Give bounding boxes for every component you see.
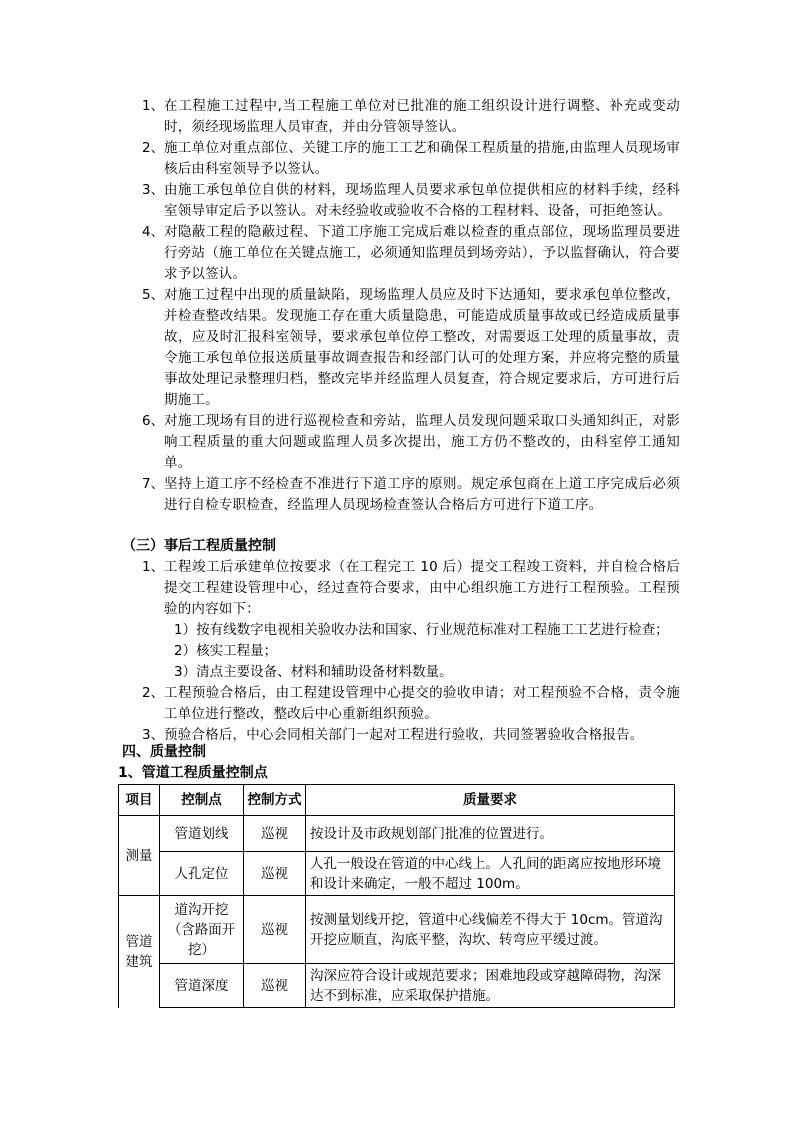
table-row [119, 852, 675, 896]
sub-item: 2）核实工程量； [174, 643, 278, 659]
cell-control-point: 管道划线 [160, 816, 244, 852]
list-item [0, 411, 794, 474]
table-row [119, 896, 675, 964]
list-item [0, 96, 794, 138]
item-number: 7、 [142, 476, 165, 492]
cell-quality-requirement: 人孔一般设在管道的中心线上。人孔间的距离应按地形环境和设计来确定，一般不超过 100m。 [306, 852, 675, 896]
table-header-row [119, 785, 675, 816]
item-text: 施工单位对重点部位、关键工序的施工工艺和确保工程质量的措施,由监理人员现场审核后由科室领导予以签认。 [164, 140, 680, 177]
item-number: 1、 [142, 98, 165, 114]
list-item [0, 222, 794, 285]
item-number: 2、 [142, 685, 165, 701]
cell-quality-requirement: 沟深应符合设计或规范要求；困难地段或穿越障碍物，沟深达不到标准，应采取保护措施。 [306, 964, 675, 1008]
item-text: 工程竣工后承建单位按要求（在工程完工 10 后）提交工程竣工资料，并自检合格后提交工程建设管理中心，经过查符合要求，由中心组织施工方进行工程预验。工程预验的内容如下： [164, 559, 680, 617]
post-control-list [0, 557, 794, 746]
item-number: 4、 [142, 224, 165, 240]
cell-control-point: 管道深度 [160, 964, 244, 1008]
item-text: 对施工过程中出现的质量缺陷，现场监理人员应及时下达通知，要求承包单位整改，并检查整改结果。发现施工存在重大质量隐患，可能造成质量事故或已经造成质量事故，应及时汇报科室领导，要求承包单位停工整改，对需要返工处理的质量事故，责令施工承包单位报送质量事故调查报告和经部门认可的处理方案，并应将完整的质量事故处理记录整理归档，整改完毕并经监理人员复查，符合规定要求后，方可进行后期施工。 [164, 287, 680, 408]
subsection-heading-pipeline: 1、管道工程质量控制点 [118, 765, 268, 781]
item-text: 工程预验合格后，由工程建设管理中心提交的验收申请；对工程预验不合格，责令施工单位进行整改，整改后中心重新组织预验。 [164, 685, 680, 722]
item-text: 由施工承包单位自供的材料，现场监理人员要求承包单位提供相应的材料手续，经科室领导审定后予以签认。对未经验收或验收不合格的工程材料、设备，可拒绝签认。 [164, 182, 680, 219]
cell-project: 管道建筑 [119, 896, 160, 1008]
cell-control-method: 巡视 [244, 816, 306, 852]
item-number: 3、 [142, 727, 165, 743]
cell-project: 测量 [119, 816, 160, 896]
item-text: 预验合格后，中心会同相关部门一起对工程进行验收，共同签署验收合格报告。 [164, 727, 644, 743]
item-number: 2、 [142, 140, 165, 156]
item-number: 1、 [142, 559, 165, 575]
item-text: 在工程施工过程中,当工程施工单位对已批准的施工组织设计进行调整、补充或变动时，须经现场监理人员审查，并由分管领导签认。 [164, 98, 680, 135]
cell-control-method: 巡视 [244, 852, 306, 896]
header-quality-requirement: 质量要求 [306, 785, 675, 816]
section-heading-quality-control: 四、质量控制 [122, 744, 206, 760]
list-item [0, 683, 794, 725]
item-number: 6、 [142, 413, 165, 429]
list-item [0, 138, 794, 180]
section-heading-post-control: （三）事后工程质量控制 [122, 538, 276, 554]
header-control-point: 控制点 [160, 785, 244, 816]
list-item [0, 474, 794, 516]
item-number: 3、 [142, 182, 165, 198]
cell-control-point: 道沟开挖（含路面开挖） [160, 896, 244, 964]
cell-quality-requirement: 按测量划线开挖，管道中心线偏差不得大于 10cm。管道沟开挖应顺直，沟底平整，沟坎、转弯应平缓过渡。 [306, 896, 675, 964]
item-text: 坚持上道工序不经检查不准进行下道工序的原则。规定承包商在上道工序完成后必须进行自检专职检查，经监理人员现场检查签认合格后方可进行下道工序。 [164, 476, 680, 513]
table-row [119, 816, 675, 852]
item-text: 对隐蔽工程的隐蔽过程、下道工序施工完成后难以检查的重点部位，现场监理员要进行旁站（施工单位在关键点施工，必须通知监理员到场旁站），予以监督确认，符合要求予以签认。 [164, 224, 680, 282]
quality-control-table [118, 784, 675, 1008]
table-row [119, 964, 675, 1008]
list-item [0, 557, 794, 620]
cell-control-method: 巡视 [244, 896, 306, 964]
header-control-method: 控制方式 [244, 785, 306, 816]
sub-item: 1）按有线数字电视相关验收办法和国家、行业规范标准对工程施工工艺进行检查； [174, 622, 669, 638]
sub-item: 3）清点主要设备、材料和辅助设备材料数量。 [174, 664, 453, 680]
list-item [0, 180, 794, 222]
header-project: 项目 [119, 785, 160, 816]
list-item [0, 285, 794, 411]
cell-quality-requirement: 按设计及市政规划部门批准的位置进行。 [306, 816, 675, 852]
list-item [0, 725, 794, 746]
cell-control-point: 人孔定位 [160, 852, 244, 896]
item-number: 5、 [142, 287, 165, 303]
cell-control-method: 巡视 [244, 964, 306, 1008]
construction-control-list [0, 96, 794, 516]
item-text: 对施工现场有目的进行巡视检查和旁站，监理人员发现问题采取口头通知纠正，对影响工程质量的重大问题或监理人员多次提出，施工方仍不整改的，由科室停工通知单。 [164, 413, 680, 471]
